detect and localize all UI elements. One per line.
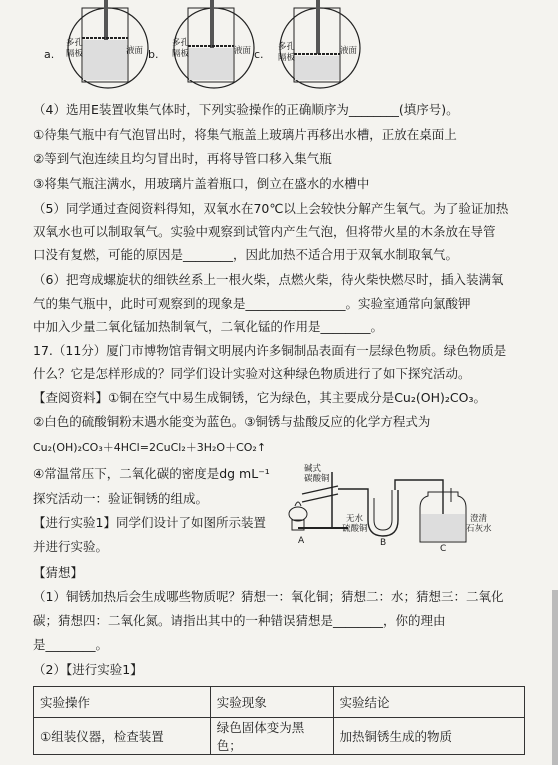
table-cell: 加热铜锈生成的物质	[333, 718, 525, 755]
apparatus-figure	[268, 458, 500, 554]
figure-b-label: b.	[148, 48, 159, 61]
liquid-label-c: 液面	[340, 46, 358, 56]
plate-label-a: 多孔隔板	[66, 38, 84, 59]
q17-guess1: （1）铜锈加热后会生成哪些物质呢？猜想一：氧化铜；猜想二：水；猜想三：二氧化	[33, 589, 504, 604]
q6-line1: （6）把弯成螺旋状的细铁丝系上一根火柴，点燃火柴，待火柴快燃尽时，插入装满氧	[33, 272, 504, 287]
label-A: A	[298, 536, 305, 546]
q17-info1: 【查阅资料】①铜在空气中易生成铜锈，它为绿色，其主要成分是Cu₂(OH)₂CO₃。	[33, 390, 486, 405]
label-C: C	[440, 544, 447, 554]
q17-info2: ②白色的硫酸铜粉末遇水能变为蓝色。③铜锈与盐酸反应的化学方程式为	[33, 414, 431, 429]
q17-exp1-a: 【进行实验1】同学们设计了如图所示装置	[33, 515, 266, 530]
label-basic: 碱式	[304, 464, 322, 474]
figure-a-label: a.	[44, 48, 55, 61]
plate-label-b: 多孔隔板	[172, 38, 190, 59]
table-header-row	[34, 687, 525, 718]
q17-line1: 17.（11分）厦门市博物馆青铜文明展内许多铜制品表面有一层绿色物质。绿色物质是	[33, 343, 507, 358]
table-header: 实验操作	[34, 687, 211, 718]
q4-step3: ③将集气瓶注满水，用玻璃片盖着瓶口，倒立在盛水的水槽中	[33, 176, 370, 191]
q17-guess-head: 【猜想】	[33, 565, 84, 580]
q17-equation: Cu₂(OH)₂CO₃＋4HCl=2CuCl₂＋3H₂O＋CO₂↑	[33, 441, 267, 454]
q4-step2: ②等到气泡连续且均匀冒出时，再将导管口移入集气瓶	[33, 151, 332, 166]
q17-exp1-b: 并进行实验。	[33, 539, 109, 554]
table-cell: ①组装仪器，检查装置	[34, 718, 211, 755]
label-anhydrous: 无水	[346, 514, 364, 524]
q17-info4: ④常温常压下，二氧化碳的密度是dg mL⁻¹	[33, 466, 270, 481]
table-header: 实验现象	[210, 687, 333, 718]
table-row	[34, 718, 525, 755]
q17-activity: 探究活动一：验证铜锈的组成。	[33, 491, 209, 506]
label-basic2: 碳酸铜	[304, 474, 330, 484]
label-lime2: 石灰水	[466, 524, 492, 534]
q17-exp-head: （2）【进行实验1】	[33, 662, 143, 677]
label-B: B	[380, 538, 387, 548]
figure-b	[148, 0, 258, 95]
figure-c	[254, 0, 364, 95]
q5-line1: （5）同学通过查阅资料得知，双氧水在70℃以上会较快分解产生氧气。为了验证加热	[33, 201, 509, 216]
table-cell: 绿色固体变为黑色；	[210, 718, 333, 755]
liquid-label-a: 液面	[126, 46, 144, 56]
q17-guess2: 碳；猜想四：二氧化氮。请指出其中的一种错误猜想是________，你的理由	[33, 613, 446, 628]
plate-label-c: 多孔隔板	[278, 42, 296, 63]
experiment-table	[33, 686, 525, 755]
page-edge-shadow	[552, 590, 558, 765]
table-header: 实验结论	[333, 687, 525, 718]
q6-line2: 气的集气瓶中，此时可观察到的现象是________________。实验室通常向氯酸钾	[33, 296, 471, 311]
q17-guess3: 是________。	[33, 637, 109, 652]
liquid-label-b: 液面	[234, 46, 252, 56]
q4-step1: ①待集气瓶中有气泡冒出时，将集气瓶盖上玻璃片再移出水槽，正放在桌面上	[33, 127, 457, 142]
figure-c-label: c.	[254, 48, 264, 61]
label-lime: 澄清	[470, 514, 488, 524]
q17-line2: 什么？它是怎样形成的？同学们设计实验对这种绿色物质进行了如下探究活动。	[33, 366, 471, 381]
q5-line2: 双氧水也可以制取氧气。实验中观察到试管内产生气泡，但将带火星的木条放在导管	[33, 224, 496, 239]
label-anhydrous2: 硫酸铜	[342, 524, 368, 534]
q6-line3: 中加入少量二氧化锰加热制氧气，二氧化锰的作用是________。	[33, 319, 384, 334]
q5-line3: 口没有复燃，可能的原因是________，因此加热不适合用于双氧水制取氧气。	[33, 247, 459, 262]
q4-question: （4）选用E装置收集气体时，下列实验操作的正确顺序为________(填序号)。	[33, 102, 459, 117]
figure-a	[44, 0, 154, 95]
